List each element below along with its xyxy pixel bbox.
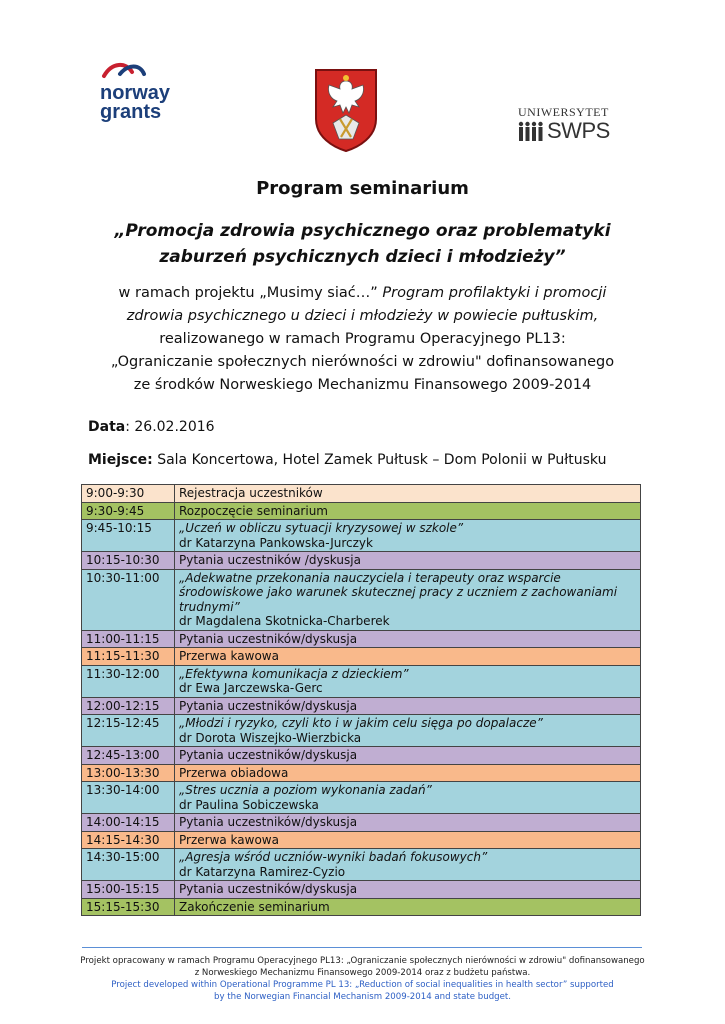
- schedule-time: 15:00-15:15: [82, 881, 175, 899]
- schedule-time: 14:15-14:30: [82, 831, 175, 849]
- schedule-row: [82, 831, 641, 849]
- schedule-item-title: Pytania uczestników/dyskusja: [179, 631, 358, 646]
- crest-eagle-icon: [313, 67, 379, 153]
- schedule-item: [175, 782, 641, 814]
- intro-line-3: realizowanego w ramach Programu Operacyjnego PL13:: [159, 331, 566, 347]
- schedule-time: 10:15-10:30: [82, 552, 175, 570]
- schedule-item-title: Przerwa kawowa: [179, 649, 279, 663]
- schedule-item: [175, 881, 641, 899]
- schedule-row: [82, 630, 641, 648]
- schedule-item-title: „Uczeń w obliczu sytuacji kryzysowej w szkole”: [179, 521, 464, 535]
- schedule-item-title: Pytania uczestników/dyskusja: [179, 698, 358, 713]
- footer-pl-line-2: z Norweskiego Mechanizmu Finansowego 2009-2014 oraz z budżetu państwa.: [194, 968, 531, 978]
- schedule-item: [175, 552, 641, 570]
- schedule-time: 9:00-9:30: [82, 485, 175, 503]
- schedule-row: [82, 569, 641, 630]
- schedule-item: [175, 898, 641, 916]
- people-figures-icon: [518, 121, 544, 141]
- schedule-item-title: Zakończenie seminarium: [179, 899, 330, 914]
- schedule-time: 12:15-12:45: [82, 715, 175, 747]
- swps-university-logo: [518, 105, 618, 145]
- schedule-row: [82, 849, 641, 881]
- schedule-item: [175, 648, 641, 666]
- date-line: [88, 419, 215, 435]
- schedule-item-title: Rozpoczęcie seminarium: [179, 503, 328, 518]
- schedule-item-title: „Adekwatne przekonania nauczyciela i terapeuty oraz wsparcie środowiskowe jako warunek skutecznej pracy z uczniem z zachowaniami trudnymi”: [179, 570, 618, 614]
- schedule-item-speaker: dr Magdalena Skotnicka-Charberek: [179, 614, 390, 628]
- date-label: Data: [88, 419, 126, 435]
- intro-line-4: „Ograniczanie społecznych nierówności w zdrowiu" dofinansowanego: [110, 354, 615, 370]
- norway-logo-line2: grants: [100, 101, 162, 123]
- schedule-item-speaker: dr Paulina Sobiczewska: [179, 797, 319, 812]
- schedule-time: 11:15-11:30: [82, 648, 175, 666]
- schedule-row: [82, 665, 641, 697]
- schedule-time: 10:30-11:00: [82, 569, 175, 630]
- schedule-time: 9:30-9:45: [82, 502, 175, 520]
- schedule-item-title: „Stres ucznia a poziom wykonania zadań”: [179, 783, 432, 797]
- schedule-row: [82, 814, 641, 832]
- schedule-time: 9:45-10:15: [82, 520, 175, 552]
- schedule-time: 15:15-15:30: [82, 898, 175, 916]
- schedule-row: [82, 502, 641, 520]
- schedule-item-speaker: dr Ewa Jarczewska-Gerc: [179, 681, 323, 695]
- schedule-item-title: Przerwa obiadowa: [179, 765, 289, 780]
- schedule-item: [175, 630, 641, 648]
- intro-line-5: ze środków Norweskiego Mechanizmu Finansowego 2009-2014: [133, 377, 592, 393]
- place-label: Miejsce:: [88, 452, 153, 468]
- seminar-subtitle: [60, 218, 665, 270]
- schedule-item-title: Pytania uczestników /dyskusja: [179, 553, 361, 567]
- schedule-table: [81, 484, 641, 916]
- schedule-item: [175, 520, 641, 552]
- schedule-time: 13:00-13:30: [82, 764, 175, 782]
- schedule-item-title: Przerwa kawowa: [179, 832, 279, 847]
- intro-line-1: w ramach projektu „Musimy siać…”: [118, 285, 378, 301]
- schedule-item: [175, 697, 641, 715]
- schedule-item: [175, 764, 641, 782]
- schedule-item: [175, 569, 641, 630]
- schedule-item-title: „Młodzi i ryzyko, czyli kto i w jakim celu sięga po dopalacze”: [179, 716, 543, 730]
- project-intro: [55, 282, 670, 397]
- schedule-time: 14:30-15:00: [82, 849, 175, 881]
- schedule-row: [82, 552, 641, 570]
- schedule-item-speaker: dr Dorota Wiszejko-Wierzbicka: [179, 730, 362, 745]
- schedule-item: [175, 502, 641, 520]
- schedule-item: [175, 831, 641, 849]
- schedule-row: [82, 520, 641, 552]
- schedule-item-title: „Efektywna komunikacja z dzieckiem”: [179, 666, 409, 681]
- schedule-item-title: Rejestracja uczestników: [179, 486, 323, 500]
- schedule-time: 11:30-12:00: [82, 665, 175, 697]
- footer-pl-line-1: Projekt opracowany w ramach Programu Operacyjnego PL13: „Ograniczanie społecznych nierówności w zdrowiu" dofinansowanego: [80, 956, 645, 966]
- header-logos: [0, 55, 725, 155]
- norway-grants-swoosh-icon: [100, 60, 160, 84]
- schedule-row: [82, 881, 641, 899]
- norway-grants-logo: [100, 60, 190, 123]
- schedule-time: 12:45-13:00: [82, 747, 175, 765]
- schedule-item-title: Pytania uczestników/dyskusja: [179, 815, 358, 829]
- place-value: Sala Koncertowa, Hotel Zamek Pułtusk – Dom Polonii w Pułtusku: [152, 452, 607, 468]
- footer-divider: [82, 947, 642, 948]
- swps-logo-word: SWPS: [547, 118, 610, 143]
- footer-en-line-2: by the Norwegian Financial Mechanism 2009-2014 and state budget.: [213, 992, 512, 1002]
- schedule-row: [82, 898, 641, 916]
- norway-logo-line1: norway: [100, 82, 171, 104]
- schedule-row: [82, 697, 641, 715]
- footer-en-line-1: Project developed within Operational Programme PL 13: „Reduction of social inequalities in health sector” supported: [111, 980, 614, 990]
- schedule-item-title: Pytania uczestników/dyskusja: [179, 748, 358, 762]
- schedule-item: [175, 715, 641, 747]
- schedule-row: [82, 485, 641, 503]
- schedule-time: 12:00-12:15: [82, 697, 175, 715]
- date-value: : 26.02.2016: [125, 419, 215, 435]
- schedule-time: 14:00-14:15: [82, 814, 175, 832]
- schedule-item-speaker: dr Katarzyna Pankowska-Jurczyk: [179, 535, 373, 550]
- schedule-row: [82, 747, 641, 765]
- subtitle-line-1: „Promocja zdrowia psychicznego oraz problematyki: [114, 221, 611, 241]
- schedule-item-title: „Agresja wśród uczniów-wyniki badań fokusowych”: [179, 850, 488, 864]
- schedule-row: [82, 715, 641, 747]
- subtitle-line-2: zaburzeń psychicznych dzieci i młodzieży”: [159, 247, 566, 267]
- place-line: [88, 452, 606, 468]
- schedule-item: [175, 665, 641, 697]
- schedule-item-speaker: dr Katarzyna Ramirez-Cyzio: [179, 864, 346, 879]
- intro-line-2: zdrowia psychicznego u dzieci i młodzieży w powiecie pułtuskim,: [126, 308, 599, 324]
- schedule-time: 13:30-14:00: [82, 782, 175, 814]
- intro-line-1-italic: Program profilaktyki i promocji: [377, 285, 607, 301]
- page-title: Program seminarium: [256, 178, 469, 199]
- schedule-row: [82, 764, 641, 782]
- schedule-time: 11:00-11:15: [82, 630, 175, 648]
- schedule-item: [175, 849, 641, 881]
- schedule-item-title: Pytania uczestników/dyskusja: [179, 882, 358, 896]
- footer: [60, 955, 665, 1003]
- schedule-item: [175, 485, 641, 503]
- schedule-item: [175, 814, 641, 832]
- county-crest-emblem: [313, 67, 379, 153]
- swps-logo-top: UNIWERSYTET: [518, 105, 609, 119]
- schedule-item: [175, 747, 641, 765]
- schedule-row: [82, 782, 641, 814]
- schedule-row: [82, 648, 641, 666]
